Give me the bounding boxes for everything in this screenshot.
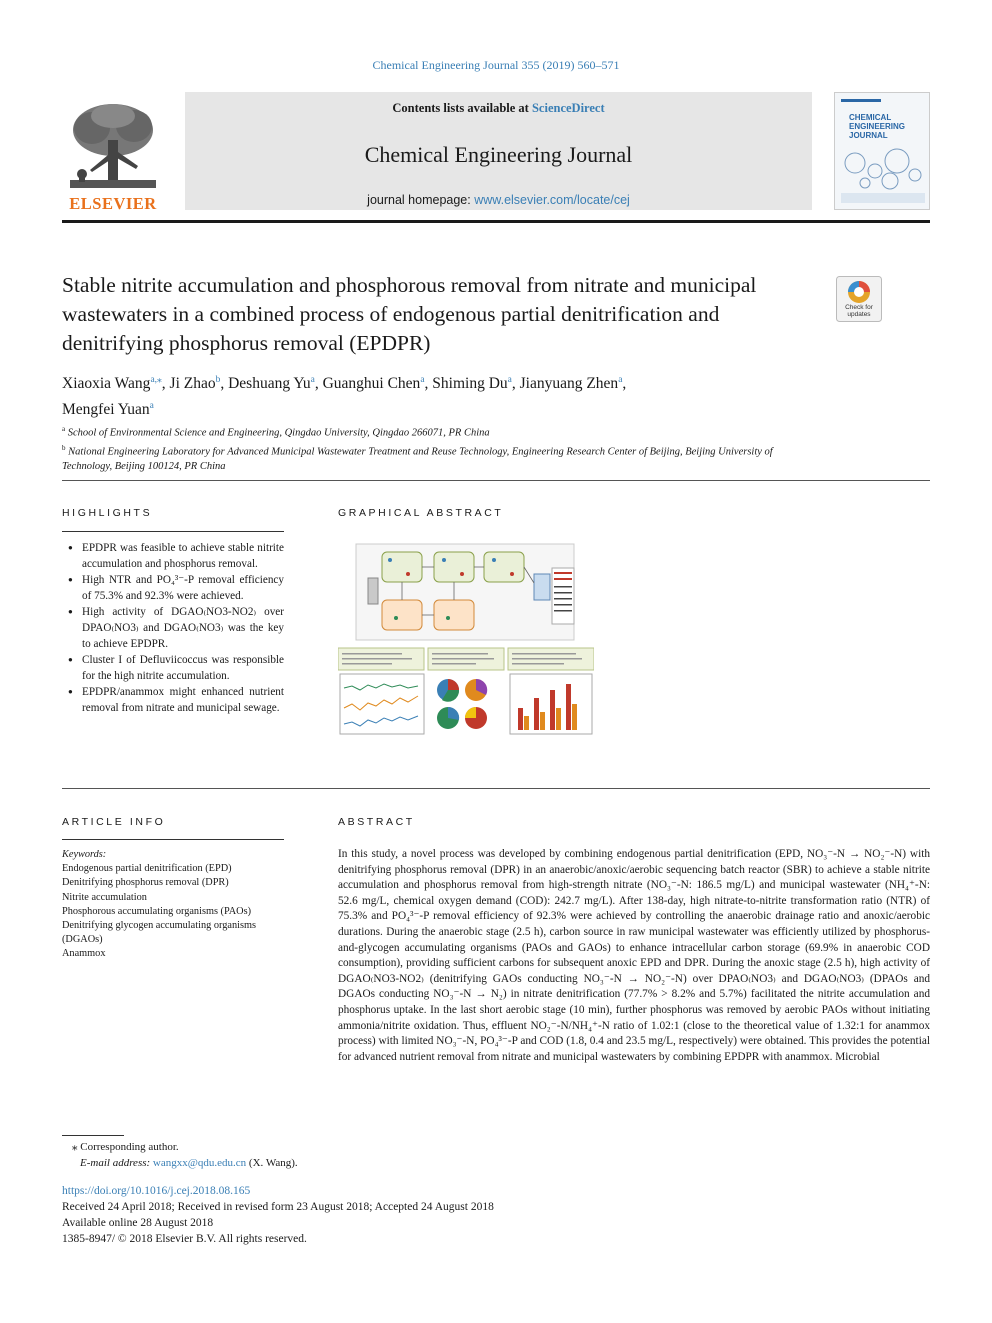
highlights-list — [66, 540, 284, 716]
email-label: E-mail address: — [80, 1157, 153, 1169]
publisher-wordmark: ELSEVIER — [69, 194, 157, 213]
highlight-item: ● High NTR and PO₄³⁻-P removal efficiency of 75.3% and 92.3% were achieved. — [66, 572, 284, 604]
doi-link[interactable]: https://doi.org/10.1016/j.cej.2018.08.165 — [62, 1185, 251, 1197]
homepage-prefix: journal homepage: — [367, 193, 475, 207]
keywords-block — [62, 848, 287, 962]
affiliations — [62, 422, 822, 474]
article-title: Stable nitrite accumulation and phosphorous removal from nitrate and municipal wastewaters in a combined process of endogenous partial denitrification and denitrifying phosphorus removal (EPDPR) — [62, 273, 757, 355]
email-line — [80, 1156, 298, 1171]
keyword: Denitrifying glycogen accumulating organisms (DGAOs) — [62, 920, 256, 946]
author[interactable]: Jianyuang Zhen$^a$ — [519, 375, 623, 393]
homepage-line — [185, 193, 812, 207]
highlight-item: ● Cluster I of Defluviicoccus was responsible for the high nitrite accumulation. — [66, 652, 284, 684]
badge-line1: Check for — [845, 304, 873, 311]
author[interactable]: Xiaoxia Wang$^{a,⁎}$ — [62, 375, 162, 393]
journal-cover-thumbnail — [834, 92, 930, 210]
sciencedirect-link[interactable]: ScienceDirect — [531, 101, 605, 115]
graphical-abstract-figure[interactable] — [338, 538, 594, 738]
author[interactable]: Shiming Du$^a$ — [432, 375, 512, 393]
keywords-label: Keywords: — [62, 849, 107, 860]
highlights-heading: HIGHLIGHTS — [62, 507, 153, 519]
journal-name: Chemical Engineering Journal — [364, 142, 633, 167]
author[interactable]: Ji Zhao$^b$ — [169, 375, 221, 393]
graphical-abstract-heading: GRAPHICAL ABSTRACT — [338, 507, 504, 519]
highlight-item: ● EPDPR was feasible to achieve stable nitrite accumulation and phosphorus removal. — [66, 540, 284, 572]
copyright: 1385-8947/ © 2018 Elsevier B.V. All rights reserved. — [62, 1233, 307, 1245]
corresponding-author-note: ⁎ Corresponding author. — [72, 1141, 179, 1153]
affiliation: $^a$ School of Environmental Science and Engineering, Qingdao University, Qingdao 266071, PR China — [62, 425, 490, 439]
cover-title: CHEMICAL ENGINEERING JOURNAL — [849, 113, 906, 140]
contents-prefix: Contents lists available at — [392, 101, 532, 115]
contents-line — [185, 101, 812, 116]
abstract-heading: ABSTRACT — [338, 816, 415, 828]
check-for-updates-badge[interactable] — [836, 276, 882, 322]
highlights-rule — [62, 531, 284, 532]
affiliation: $^b$ National Engineering Laboratory for Advanced Municipal Wastewater Treatment and Reuse Technology, Engineering Research Center of Beijing, Beijing University of Technology, Beijing 100124, PR China — [62, 443, 773, 472]
keyword: Nitrite accumulation — [62, 891, 147, 903]
available-online: Available online 28 August 2018 — [62, 1217, 214, 1229]
email-suffix: (X. Wang). — [246, 1157, 298, 1169]
header-divider — [62, 220, 930, 223]
article-info-rule — [62, 839, 284, 840]
section-divider — [62, 480, 930, 481]
keyword: Anammox — [62, 948, 106, 960]
article-info-heading: ARTICLE INFO — [62, 816, 166, 828]
author[interactable]: Guanghui Chen$^a$ — [322, 375, 425, 393]
journal-reference[interactable]: Chemical Engineering Journal 355 (2019) 560–571 — [372, 58, 620, 72]
highlight-item: ● High activity of DGAO₍NO3-NO2₎ over DPAO₍NO3₎ and DGAO₍NO3₎ was the key to achieve EPDPR. — [66, 604, 284, 652]
badge-line2: updates — [847, 311, 871, 318]
keyword: Denitrifying phosphorus removal (DPR) — [62, 877, 229, 889]
keyword: Phosphorous accumulating organisms (PAOs) — [62, 905, 252, 917]
footnote-rule — [62, 1135, 124, 1136]
author[interactable]: Mengfei Yuan$^a$ — [62, 401, 154, 419]
author[interactable]: Deshuang Yu$^a$ — [228, 375, 315, 393]
abstract-text: In this study, a novel process was developed by combining endogenous partial denitrification (EPD, NO₃⁻-N → NO₂⁻-N) with denitrifying phosphorus removal (DPR) in an anaerobic/anoxic/aerobic sequencing batch reactor (SBR) to achieve a stable nitrite accumulation and phosphorus removal from high-strength nitrate (NO₃⁻-N: 186.5 mg/L) and municipal wastewater (NH₄⁺-N: 52.6 mg/L, chemical oxygen demand (COD): 242.7 mg/L). After 138-day, high nitrate-to-nitrite transformation ratio (NTR) of 75.3% and PO₄³⁻-P removal efficiency of 92.3% were achieved by controlling the anaerobic drainage ratio and anoxic/aerobic durations. During the anaerobic stage (2.5 h), carbon source in raw municipal wastewater was efficiently utilized by phosphorus-and-glycogen accumulating organisms (PAOs and GAOs) to enhance intracellular carbon storage (69.9% in anaerobic COD consumption), providing sufficient carbons for subsequent anoxic EPD and DPR. During the anoxic stage (2.5 h), high activity of DGAO₍NO3-NO2₎ (denitrifying GAOs conducting NO₃⁻-N → NO₂⁻-N) over DPAO₍NO3₎ and DGAO₍NO3₎ (DPAOs and DGAOs conducting NO₃⁻-N → N₂) in nitrate denitrification (77.7% > 8.2% and 5.7%) facilitated the nitrite accumulation and phosphorus uptake. In the last short aerobic stage (10 min), further phosphorus was removed by aerobic PAOs without initiating ammonia/nitrite oxidation. Thus, effluent NO₂⁻-N/NH₄⁺-N ratio of 1.02:1 (close to the theoretical value of 1.32:1 for anammox process) with limited NO₃⁻-N, PO₄³⁻-P and COD (1.8, 0.4 and 23.5 mg/L, respectively) were obtained. This provides the potential for advanced nutrient removal from nitrate and municipal wastewaters by combining EPDPR with anammox. Microbial — [338, 848, 930, 1063]
section-divider — [62, 788, 930, 789]
received-dates: Received 24 April 2018; Received in revised form 23 August 2018; Accepted 24 August 2018 — [62, 1201, 494, 1213]
highlight-item: ● EPDPR/anammox might enhanced nutrient removal from nitrate and municipal sewage. — [66, 684, 284, 716]
author-list: Xiaoxia Wang$^{a,⁎}$, Ji Zhao$^b$, Deshuang Yu$^a$, Guanghui Chen$^a$, Shiming Du$^a$, Jianyuang Zhen$^a$, Mengfei Yuan$^a$ — [62, 375, 627, 419]
keyword: Endogenous partial denitrification (EPD) — [62, 863, 232, 875]
homepage-link[interactable]: www.elsevier.com/locate/cej — [474, 193, 630, 207]
email-link[interactable]: wangxx@qdu.edu.cn — [152, 1157, 247, 1169]
